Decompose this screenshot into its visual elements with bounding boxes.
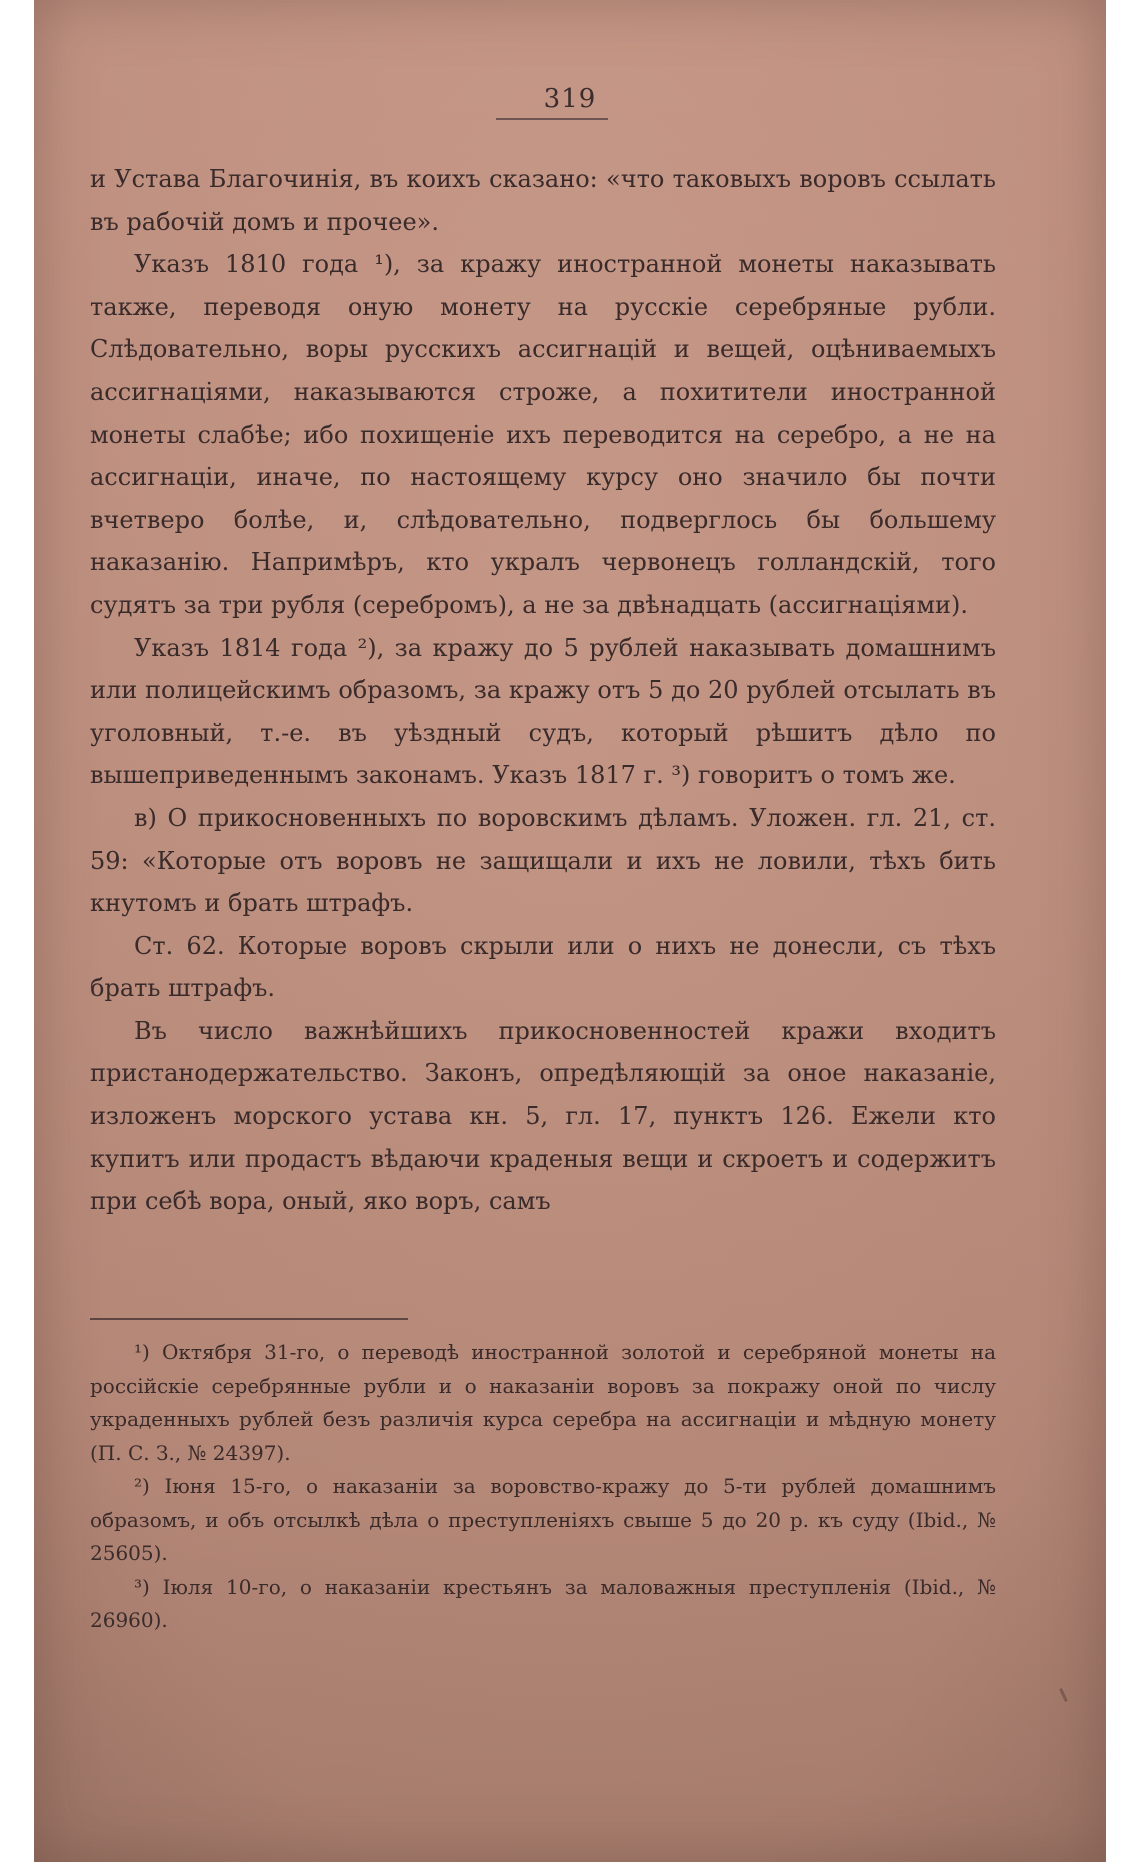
footnote-text: Октября 31-го, о переводѣ иностранной золотой и серебряной монеты на россійскіе серебрянные рубли и о наказаніи воровъ за покражу оной по числу украденныхъ рублей безъ различія курса серебра на ассигнаціи и мѣдную монету (П. С. З., № 24397). [90,1340,996,1465]
footnote-text: Іюня 15-го, о наказаніи за воровство-кражу до 5-ти рублей домашнимъ образомъ, и объ отсылкѣ дѣла о преступленіяхъ свыше 5 до 20 р. къ суду (Ibid., № 25605). [90,1474,996,1565]
paragraph: и Устава Благочинія, въ коихъ сказано: «что таковыхъ воровъ ссылать въ рабочій домъ и прочее». [90,165,996,236]
footnote-text: Іюля 10-го, о наказаніи крестьянъ за маловажныя преступленія (Ibid., № 26960). [90,1574,996,1632]
footnote [90,1470,996,1571]
footnotes [90,1336,996,1638]
paragraph: Указъ 1810 года ¹), за кражу иностранной монеты наказывать также, переводя оную монету на русскіе серебряные рубли. Слѣдовательно, воры русскихъ ассигнацій и вещей, оцѣниваемыхъ ассигнаціями, наказываются строже, а похитители иностранной монеты слабѣе; ибо похищеніе ихъ переводится на серебро, а не на ассигнаціи, иначе, по настоящему курсу оно значило бы почти вчетверо болѣе, и, слѣдовательно, подверглось бы большему наказанію. Напримѣръ, кто укралъ червонецъ голландскій, того судятъ за три рубля (серебромъ), а не за двѣнадцать (ассигнаціями). [90,250,996,619]
book-page [34,0,1106,1862]
paragraph: в) О прикосновенныхъ по воровскимъ дѣламъ. Уложен. гл. 21, ст. 59: «Которые отъ воровъ не защищали и ихъ не ловили, тѣхъ бить кнутомъ и брать штрафъ. [90,803,996,918]
paragraph: Въ число важнѣйшихъ прикосновенностей кражи входитъ пристанодержательство. Законъ, опредѣляющій за оное наказаніе, изложенъ морского устава кн. 5, гл. 17, пунктъ 126. Ежели кто купитъ или продастъ вѣдаючи краденыя вещи и скроетъ и содержитъ при себѣ вора, оный, яко воръ, самъ [90,1016,996,1216]
footnote-marker: ²) [134,1474,150,1498]
page-number: 319 [543,84,597,114]
page-blemish [1059,1688,1068,1702]
footnote [90,1336,996,1470]
footnote-marker: ³) [134,1574,150,1599]
paragraph: Ст. 62. Которые воровъ скрыли или о нихъ не донесли, съ тѣхъ брать штрафъ. [90,931,996,1003]
footnote-marker: ¹) [134,1340,150,1364]
body-text [90,158,996,1223]
footnote [90,1571,996,1638]
paragraph: Указъ 1814 года ²), за кражу до 5 рублей наказывать домашнимъ или полицейскимъ образомъ, за кражу отъ 5 до 20 рублей отсылать въ уголовный, т.-е. въ уѣздный судъ, который рѣшитъ дѣло по вышеприведеннымъ законамъ. Указъ 1817 г. ³) говоритъ о томъ же. [90,633,996,790]
header-rule [496,118,608,120]
footnote-rule [90,1318,408,1320]
